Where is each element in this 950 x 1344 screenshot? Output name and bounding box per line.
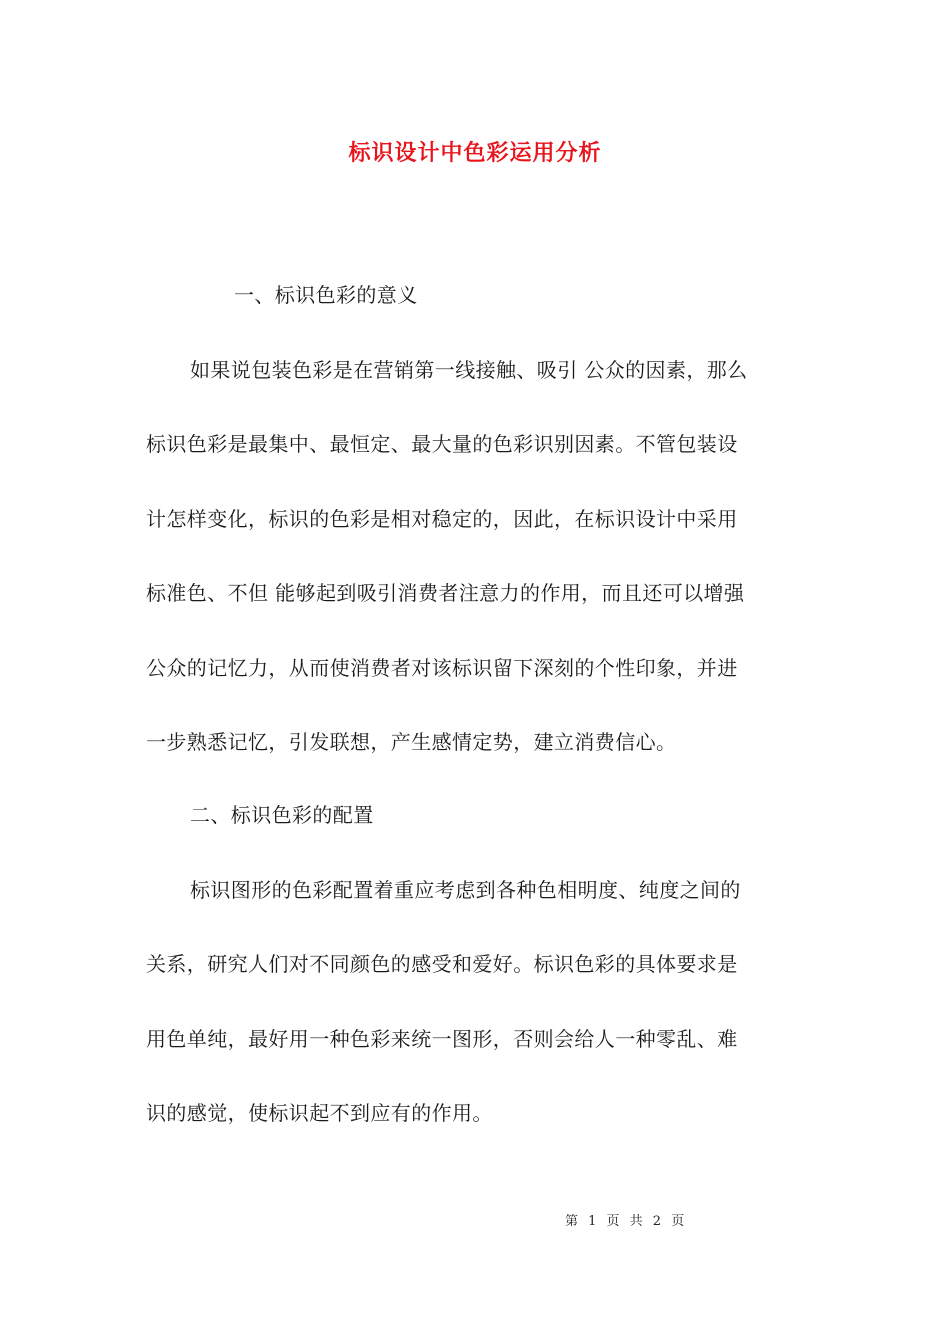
section-1-line-1: 如果说包装色彩是在营销第一线接触、吸引 公众的因素，那么 [190,358,748,382]
section-2-heading: 二、标识色彩的配置 [190,803,374,827]
section-1-line-2: 标识色彩是最集中、最恒定、最大量的色彩识别因素。不管包装设 [146,432,738,456]
page-number-footer: 第 1 页 共 2 页 [565,1214,688,1229]
section-2-line-2: 关系，研究人们对不同颜色的感受和爱好。标识色彩的具体要求是 [146,952,738,976]
section-1-line-3: 计怎样变化，标识的色彩是相对稳定的，因此，在标识设计中采用 [146,507,738,531]
section-2-line-4: 识的感觉，使标识起不到应有的作用。 [146,1101,493,1125]
section-1-line-4: 标准色、不但 能够起到吸引消费者注意力的作用，而且还可以增强 [146,581,745,605]
section-1-line-6: 一步熟悉记忆，引发联想，产生感情定势，建立消费信心。 [146,730,677,754]
section-2-line-3: 用色单纯，最好用一种色彩来统一图形，否则会给人一种零乱、难 [146,1027,738,1051]
section-2-line-1: 标识图形的色彩配置着重应考虑到各种色相明度、纯度之间的 [190,878,741,902]
document-title: 标识设计中色彩运用分析 [348,140,602,166]
section-1-line-5: 公众的记忆力，从而使消费者对该标识留下深刻的个性印象，并进 [146,656,738,680]
section-1-heading: 一、标识色彩的意义 [234,283,418,307]
